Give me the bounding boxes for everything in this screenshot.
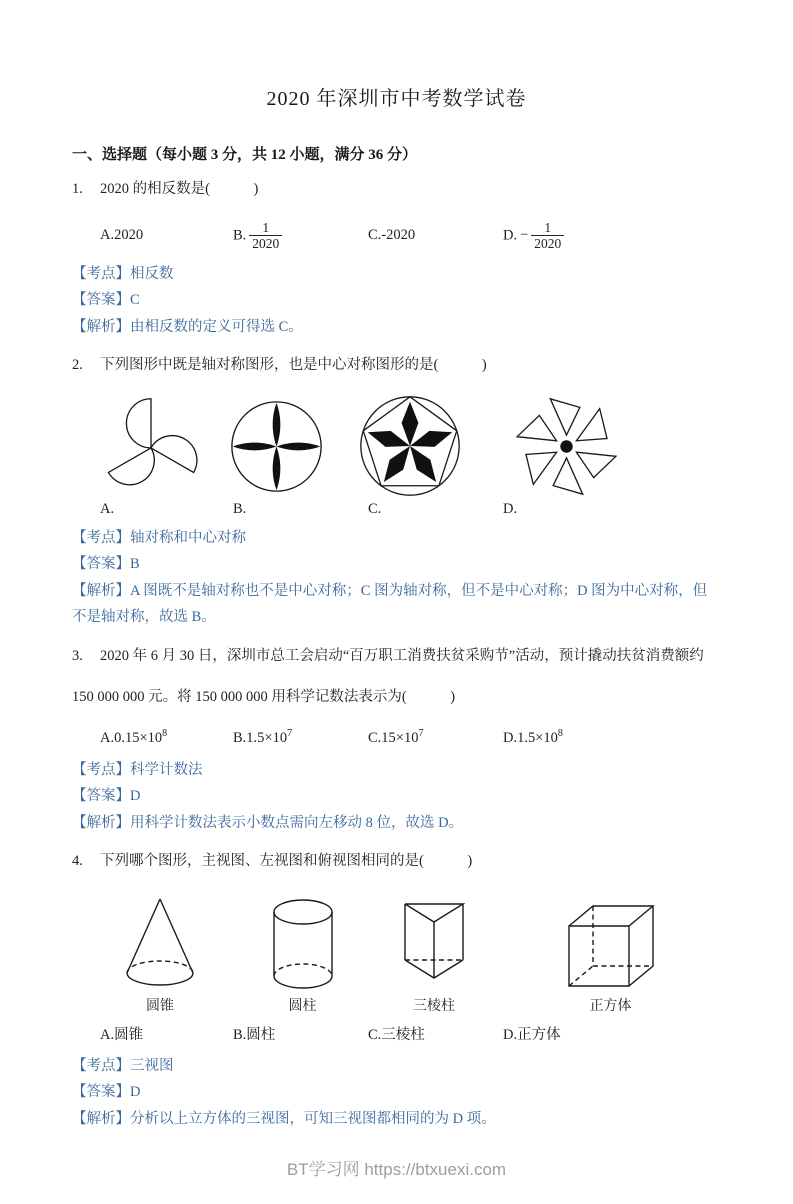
page-title: 2020 年深圳市中考数学试卷 — [266, 88, 527, 110]
question-3-jiexi-line — [72, 810, 721, 837]
question-2-figures — [93, 394, 721, 499]
cylinder-image — [271, 898, 335, 990]
question-4-figures — [83, 890, 721, 1015]
triangular-prism-image — [402, 890, 466, 990]
kaodian-label: 【考点】 — [72, 265, 130, 282]
figure-label-a: A. — [100, 500, 115, 517]
kaodian-value: 科学计数法 — [130, 761, 203, 778]
jiexi-label: 【解析】 — [72, 318, 130, 335]
figure-b-four-petal-flower — [228, 398, 358, 495]
option-d: $D.1.5\times 10^8$ — [503, 728, 563, 746]
jiexi-value: 用科学计数法表示小数点需向左移动 8 位，故选 D。 — [130, 814, 464, 831]
figure-d-six-blade-pinwheel — [495, 394, 721, 499]
six-blade-pinwheel-image — [495, 394, 638, 499]
jiexi-value: A 图既不是轴对称也不是中心对称；C 图为轴对称，但不是中心对称；D 图为中心对称，但不是轴对称，故选 B。 — [72, 582, 708, 626]
figure-caption-cube: 正方体 — [589, 998, 632, 1014]
question-3-options — [100, 726, 721, 750]
kaodian-value: 轴对称和中心对称 — [130, 529, 246, 546]
exam-page — [0, 82, 793, 1132]
question-4-answer-line — [72, 1079, 721, 1106]
option-a: $A.0.15\times 10^8$ — [100, 728, 168, 746]
figure-cube — [500, 902, 721, 1015]
kaodian-label: 【考点】 — [72, 1057, 130, 1074]
question-1-jiexi-line — [72, 314, 721, 341]
site-watermark: BT学习网 https://btxuexi.com — [286, 1160, 507, 1179]
figure-label-b: B. — [233, 500, 247, 517]
question-2-figure-labels — [100, 501, 721, 518]
kaodian-value: 相反数 — [130, 265, 174, 282]
question-2-text: 2. 下列图形中既是轴对称图形，也是中心对称图形的是( ) — [72, 352, 721, 379]
answer-value: C — [130, 292, 140, 309]
jiexi-label: 【解析】 — [72, 582, 130, 599]
question-3-text-line2: 150 000 000 元。将 150 000 000 用科学记数法表示为( ) — [72, 689, 456, 706]
answer-label: 【答案】 — [72, 556, 130, 573]
jiexi-label: 【解析】 — [72, 1110, 130, 1127]
figure-label-c: C. — [368, 500, 382, 517]
kaodian-label: 【考点】 — [72, 529, 130, 546]
pinwheel-3-blades-image — [93, 394, 209, 498]
figure-caption-cylinder: 圆柱 — [288, 998, 317, 1014]
question-2-answer-line — [72, 551, 721, 578]
option-a: A.圆锥 — [100, 1027, 144, 1044]
figure-cone — [83, 895, 237, 1015]
question-2-number: 2. — [72, 357, 83, 374]
option-d: D.正方体 — [503, 1027, 561, 1044]
option-b: B. $\frac{1}{2020}$ — [233, 218, 368, 254]
question-2-kaodian-line — [72, 525, 721, 552]
question-4-text: 4. 下列哪个图形，主视图、左视图和俯视图相同的是( ) — [72, 848, 721, 875]
cube-image — [565, 902, 657, 990]
figure-a-pinwheel-3-blades — [93, 394, 228, 498]
pentagon-star-image — [358, 394, 462, 498]
answer-label: 【答案】 — [72, 1084, 130, 1101]
kaodian-value: 三视图 — [130, 1057, 174, 1074]
option-d: D. − $\frac{1}{2020}$ — [503, 218, 721, 254]
figure-c-pentagon-star — [358, 394, 495, 498]
question-3-number: 3. — [72, 647, 83, 664]
option-b: B.圆柱 — [233, 1027, 276, 1044]
figure-cylinder — [237, 898, 368, 1015]
question-3-kaodian-line — [72, 757, 721, 784]
jiexi-value: 由相反数的定义可得选 C。 — [130, 318, 303, 335]
cone-image — [122, 895, 198, 990]
answer-value: D — [130, 1084, 141, 1101]
question-4-kaodian-line — [72, 1053, 721, 1080]
question-3-answer-line — [72, 783, 721, 810]
figure-label-d: D. — [503, 500, 518, 517]
figure-caption-triangular-prism: 三棱柱 — [413, 998, 455, 1014]
answer-label: 【答案】 — [72, 292, 130, 309]
question-1-number: 1. — [72, 181, 83, 197]
question-1-kaodian-line — [72, 261, 721, 288]
kaodian-label: 【考点】 — [72, 761, 130, 778]
question-4-options — [100, 1022, 721, 1046]
question-1-answer-line — [72, 287, 721, 314]
option-c: C.三棱柱 — [368, 1027, 425, 1044]
four-petal-flower-image — [228, 398, 325, 495]
figure-caption-cone: 圆锥 — [146, 998, 174, 1014]
jiexi-value: 分析以上立方体的三视图，可知三视图都相同的为 D 项。 — [130, 1110, 496, 1127]
answer-label: 【答案】 — [72, 788, 130, 805]
question-1-text: 1. 2020 的相反数是( ) — [72, 176, 721, 203]
question-2-jiexi-line — [72, 578, 721, 631]
answer-value: B — [130, 556, 140, 573]
jiexi-label: 【解析】 — [72, 814, 130, 831]
option-b: $B.1.5\times 10^7$ — [233, 728, 293, 746]
question-1-options — [100, 218, 721, 254]
section-heading: 一、选择题（每小题 3 分，共 12 小题，满分 36 分） — [72, 147, 418, 163]
answer-value: D — [130, 788, 141, 805]
question-4-number: 4. — [72, 853, 83, 870]
option-c: C.-2020 — [368, 227, 416, 244]
option-c: $C.15\times 10^7$ — [368, 728, 424, 746]
question-3-text-line1: 3. 2020 年 6 月 30 日，深圳市总工会启动“百万职工消费扶贫采购节”活动，预计撬动扶贫消费额约 — [72, 643, 721, 670]
question-4-jiexi-line — [72, 1106, 721, 1133]
figure-triangular-prism — [368, 890, 500, 1015]
option-a: A.2020 — [100, 227, 144, 244]
